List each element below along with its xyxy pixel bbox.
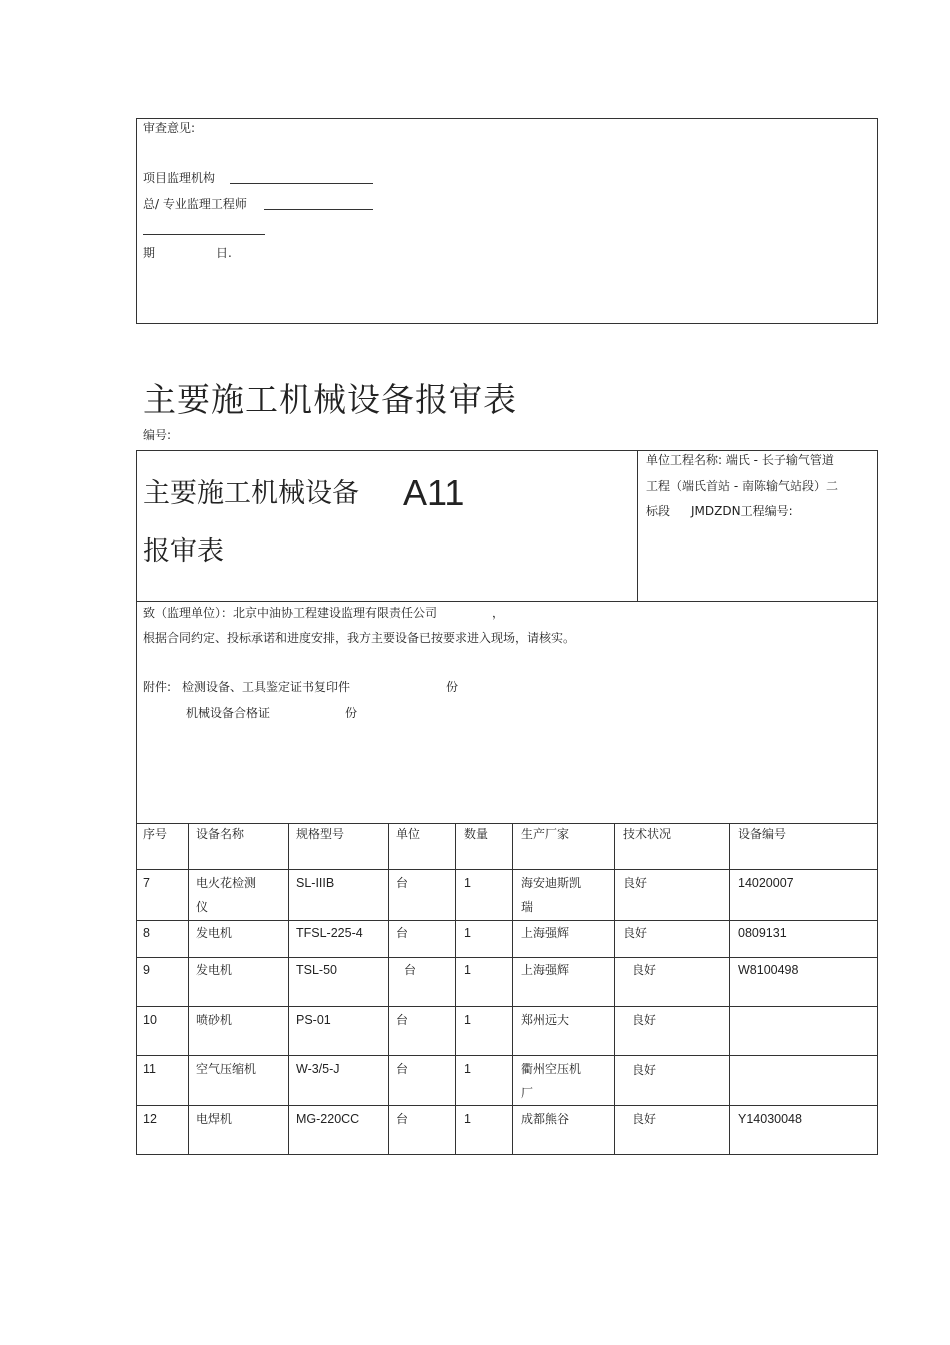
row-equipment-name: 空气压缩机	[196, 1062, 257, 1076]
addressee-line: 致（监理单位）：北京中油协工程建设监理有限责任公司	[143, 606, 438, 620]
row-technical-status: 良好	[632, 1112, 657, 1126]
attachment-certificates-unit: 份	[446, 680, 459, 694]
table-row-divider	[136, 869, 878, 870]
project-name-line1: 单位工程名称: 端氏 - 长子输气管道	[646, 453, 834, 467]
row-equipment-code: Y14030048	[738, 1112, 802, 1126]
row-serial-no: 7	[143, 876, 150, 890]
row-equipment-name: 发电机	[196, 963, 233, 977]
row-equipment-name: 电焊机	[196, 1112, 233, 1126]
header-quantity: 数量	[464, 827, 489, 841]
row-model: PS-01	[296, 1013, 331, 1027]
header-unit: 单位	[396, 827, 421, 841]
table-row-divider	[136, 1105, 878, 1106]
date-day-label: 日.	[216, 246, 232, 260]
row-equipment-name: 喷砂机	[196, 1013, 233, 1027]
table-column-divider	[288, 823, 289, 1154]
review-opinion-label: 审查意见:	[143, 121, 196, 135]
row-equipment-code: 14020007	[738, 876, 794, 890]
attachment-qualification-unit: 份	[345, 706, 358, 720]
header-divider	[637, 450, 638, 602]
header-equipment-name: 设备名称	[196, 827, 245, 841]
section-divider	[136, 601, 878, 602]
row-model: MG-220CC	[296, 1112, 360, 1126]
supervising-engineer-label: 总/ 专业监理工程师	[143, 197, 247, 211]
application-form	[136, 450, 878, 1155]
row-unit: 台	[396, 926, 409, 940]
supervision-org-label: 项目监理机构	[143, 171, 216, 185]
project-name-line3: 标段	[646, 504, 671, 518]
row-manufacturer: 衢州空压机	[521, 1062, 582, 1076]
row-technical-status: 良好	[632, 963, 657, 977]
table-row-divider	[136, 1006, 878, 1007]
row-serial-no: 12	[143, 1112, 157, 1126]
row-unit: 台	[396, 1112, 409, 1126]
row-serial-no: 11	[143, 1062, 156, 1076]
row-serial-no: 10	[143, 1013, 157, 1027]
table-column-divider	[388, 823, 389, 1154]
table-column-divider	[614, 823, 615, 1154]
addressee-comma: ，	[492, 606, 505, 620]
row-model: TFSL-225-4	[296, 926, 363, 940]
row-technical-status: 良好	[632, 1013, 657, 1027]
date-period-label: 期	[143, 246, 156, 260]
row-manufacturer-cont: 厂	[521, 1086, 534, 1100]
form-title-line1: 主要施工机械设备	[143, 478, 359, 509]
row-manufacturer: 海安迪斯凯	[521, 876, 582, 890]
row-manufacturer: 上海强辉	[521, 926, 570, 940]
row-manufacturer-cont: 瑞	[521, 900, 534, 914]
table-column-divider	[188, 823, 189, 1154]
review-opinion-box	[136, 118, 878, 324]
supervision-org-signature-line	[230, 183, 373, 184]
form-code: A11	[403, 472, 465, 513]
row-model: TSL-50	[296, 963, 337, 977]
attachment-label: 附件:	[143, 680, 172, 694]
attachment-item-qualification: 机械设备合格证	[186, 706, 271, 720]
project-code-label: JMDZDN工程编号:	[691, 504, 793, 518]
header-manufacturer: 生产厂家	[521, 827, 570, 841]
table-column-divider	[729, 823, 730, 1154]
row-serial-no: 8	[143, 926, 150, 940]
row-equipment-name: 发电机	[196, 926, 233, 940]
header-technical-status: 技术状况	[623, 827, 672, 841]
row-manufacturer: 成都熊谷	[521, 1112, 570, 1126]
request-body: 根据合同约定、投标承诺和进度安排，我方主要设备已按要求进入现场，请核实。	[143, 631, 576, 645]
page-title: 主要施工机械设备报审表	[143, 380, 517, 419]
row-technical-status: 良好	[623, 926, 648, 940]
row-quantity: 1	[464, 926, 471, 940]
project-name-line2: 工程（端氏首站 - 南陈输气站段）二	[646, 479, 838, 493]
row-unit: 台	[404, 963, 417, 977]
row-technical-status: 良好	[623, 876, 648, 890]
row-quantity: 1	[464, 963, 471, 977]
form-title-line2: 报审表	[143, 536, 224, 567]
row-unit: 台	[396, 876, 409, 890]
table-row-divider	[136, 1055, 878, 1056]
table-column-divider	[512, 823, 513, 1154]
row-model: W-3/5-J	[296, 1062, 340, 1076]
header-equipment-code: 设备编号	[738, 827, 787, 841]
row-quantity: 1	[464, 1062, 471, 1076]
row-equipment-code: 0809131	[738, 926, 787, 940]
row-equipment-name: 电火花检测	[196, 876, 257, 890]
row-equipment-code: W8100498	[738, 963, 799, 977]
header-model: 规格型号	[296, 827, 345, 841]
row-serial-no: 9	[143, 963, 150, 977]
row-manufacturer: 上海强辉	[521, 963, 570, 977]
row-technical-status: 良好	[632, 1063, 657, 1077]
table-column-divider	[455, 823, 456, 1154]
row-quantity: 1	[464, 1013, 471, 1027]
date-signature-line	[143, 234, 265, 235]
row-manufacturer: 郑州远大	[521, 1013, 570, 1027]
row-unit: 台	[396, 1013, 409, 1027]
row-equipment-name-cont: 仪	[196, 900, 209, 914]
row-quantity: 1	[464, 876, 471, 890]
attachment-item-certificates: 检测设备、工具鉴定证书复印件	[182, 680, 351, 694]
number-label: 编号:	[143, 428, 172, 442]
row-unit: 台	[396, 1062, 409, 1076]
row-quantity: 1	[464, 1112, 471, 1126]
header-serial-no: 序号	[143, 827, 168, 841]
engineer-signature-line	[264, 209, 373, 210]
row-model: SL-IIIB	[296, 876, 335, 890]
